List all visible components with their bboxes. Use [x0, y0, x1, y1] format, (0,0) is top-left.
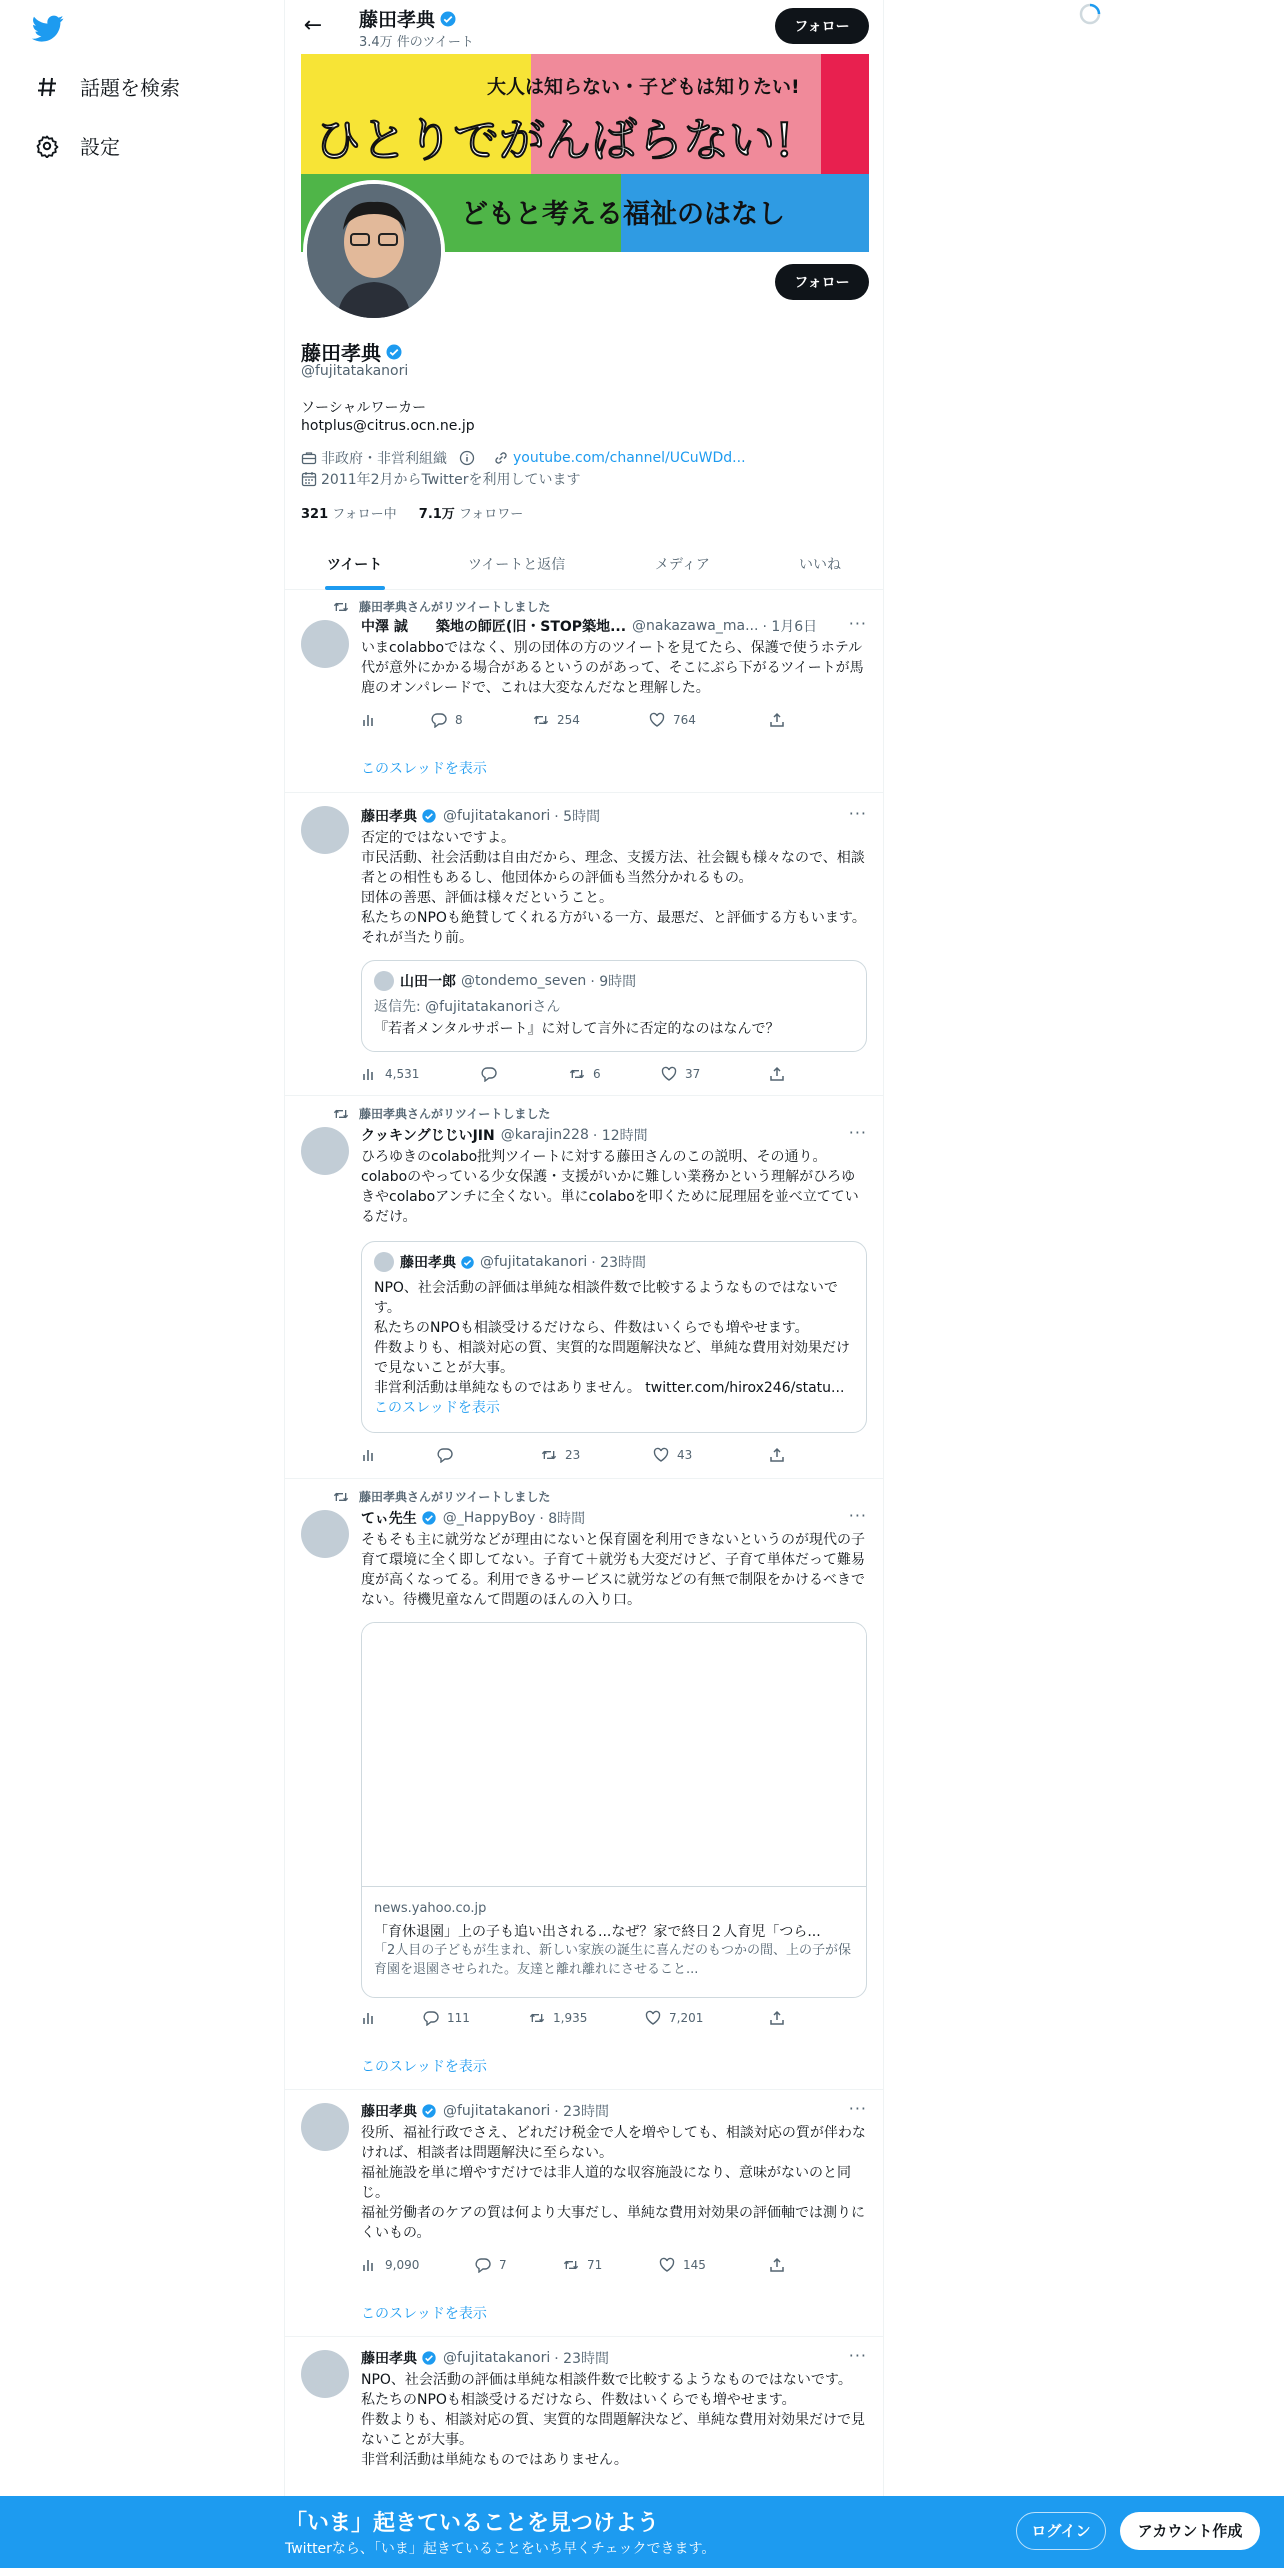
heart-icon [659, 2257, 675, 2273]
more-icon[interactable]: ··· [848, 2346, 867, 2365]
left-nav [0, 0, 284, 2568]
tweet-text: いまcolabboではなく、別の団体の方のツイートを見てたら、保護で使うホテル代が意外にかかる場合があるというのがあって、そこにぶら下がるツイートが馬鹿のオンパレードで、これは大変なんだなと理解した。 [361, 640, 864, 696]
verified-badge-icon [421, 1510, 437, 1526]
reply-icon [423, 2010, 439, 2026]
link-card-title: 「育休退園」上の子も追い出される...なぜ？家で終日２人育児「つら... [374, 1924, 821, 1940]
quoted-author-name: 藤田孝典 [400, 1255, 456, 1271]
profile-stats [301, 503, 523, 522]
loading-spinner-icon [1078, 2, 1102, 26]
quoted-author-handle: @fujitatakanori [480, 1254, 588, 1270]
tweet-author-handle: @fujitatakanori [443, 2103, 551, 2119]
nav-settings[interactable] [34, 131, 120, 160]
reply-icon [475, 2257, 491, 2273]
profile-follow-button[interactable]: フォロー [775, 264, 869, 300]
share-button[interactable] [769, 2257, 793, 2273]
share-icon [769, 2010, 785, 2026]
tweet-text: 役所、福祉行政でさえ、どれだけ税金で人を増やしても、相談対応の質が伴わなければ、相談者は問題解決に至らない。 福祉施設を単に増やすだけでは非人道的な収容施設になり、意味がないのと同じ。 福祉労働者のケアの質は何より大事だし、単純な費用対効果の評価軸では測りにくいもの。 [361, 2125, 866, 2241]
reply-icon [431, 712, 447, 728]
retweet-button[interactable]: 1,935 [529, 2010, 587, 2026]
profile-category: 非政府・非営利組織 [321, 451, 447, 467]
verified-badge-icon [421, 2350, 437, 2366]
like-button[interactable]: 7,201 [645, 2010, 703, 2026]
quoted-tweet-text: NPO、社会活動の評価は単純な相談件数で比較するようなものではないです。 私たちのNPOも相談受けるだけなら、件数はいくらでも増やせます。 件数よりも、相談対応の質、実質的な問題解決など、単純な費用対効果だけで見ないことが大事。 非営利活動は単純なものではありません。 twitter.com/hirox246/statu... [374, 1280, 850, 1396]
show-thread-link[interactable]: このスレッドを表示 [361, 761, 487, 777]
signup-banner [0, 2496, 1284, 2568]
quoted-author-handle: @tondemo_seven [461, 973, 587, 989]
quoted-tweet-header [374, 1252, 646, 1272]
tweet-author-name[interactable]: 中澤 誠 築地の師匠(旧・STOP築地... [361, 619, 627, 635]
link-card-description: 「2人目の子どもが生まれ、新しい家族の誕生に喜んだのもつかの間、上の子が保育園を退園させられた。友達と離れ離れにさせること... [374, 1943, 852, 1977]
link-icon [493, 450, 509, 466]
verified-badge-icon [385, 343, 403, 361]
reply-button[interactable]: 8 [431, 712, 463, 728]
verified-badge-icon [421, 2103, 437, 2119]
tweet-time[interactable]: · 23時間 [554, 2351, 609, 2367]
profile-tabs [285, 540, 884, 590]
avatar[interactable] [301, 620, 349, 668]
retweet-button[interactable]: 71 [563, 2257, 602, 2273]
followers-link[interactable]: 7.1万 フォロワー [418, 507, 524, 522]
banner-line3: どもと考える福祉のはなし [461, 199, 785, 230]
retweet-icon [333, 600, 349, 614]
profile-bio-line1: ソーシャルワーカー [301, 400, 427, 416]
tweet-time[interactable]: · 1月6日 [762, 619, 818, 635]
share-icon [769, 1447, 785, 1463]
tweet[interactable] [285, 1097, 884, 1479]
analytics-icon [361, 2010, 377, 2026]
tweet-actions [361, 1447, 791, 1467]
tweet-author-name[interactable]: てぃ先生 [361, 1511, 417, 1527]
avatar [374, 971, 394, 991]
tweet-author-handle: @fujitatakanori [443, 2350, 551, 2366]
tweet-header [361, 2101, 861, 2121]
following-link[interactable]: 321 フォロー中 [301, 507, 397, 522]
tweet-author-name[interactable]: クッキングじじいJIN [361, 1128, 495, 1144]
link-card-image [362, 1623, 866, 1887]
profile-link[interactable]: youtube.com/channel/UCuWDd... [513, 450, 746, 466]
more-icon[interactable]: ··· [848, 804, 867, 823]
avatar[interactable] [301, 1127, 349, 1175]
avatar[interactable] [301, 2350, 349, 2398]
tweet-text: そもそも主に就労などが理由にないと保育園を利用できないというのが現代の子育て環境に全く即してない。子育て＋就労も大変だけど、子育て単体だって難易度が高くなってる。利用できるサービスに就労などの有無で制限をかけるべきでない。待機児童なんて問題のほんの入り口。 [361, 1532, 865, 1608]
link-card-domain: news.yahoo.co.jp [374, 1901, 487, 1916]
verified-badge-icon [439, 10, 457, 28]
tweet-actions [361, 2010, 791, 2030]
tweet-text: ひろゆきのcolabo批判ツイートに対する藤田さんのこの説明、その通り。colaboのやっている少女保護・支援がいかに難しい業務かという理解がひろゆきやcolaboアンチに全くない。単にcolaboを叩くために屁理屈を並べ立てているだけ。 [361, 1149, 859, 1225]
profile-joined: 2011年2月からTwitterを利用しています [321, 472, 581, 488]
tweet-header [361, 806, 861, 826]
quoted-tweet[interactable] [361, 960, 867, 1052]
header-follow-button[interactable]: フォロー [775, 8, 869, 44]
signup-banner-title: 「いま」起きていることを見つけよう [285, 2511, 660, 2536]
show-thread-link[interactable]: このスレッドを表示 [374, 1400, 500, 1416]
tab-tweets[interactable]: ツイート [327, 557, 383, 573]
profile-handle: @fujitatakanori [301, 363, 409, 379]
reply-button[interactable]: 111 [423, 2010, 470, 2026]
tweet-header [361, 616, 861, 636]
info-icon[interactable] [459, 450, 475, 466]
share-button[interactable] [769, 1447, 793, 1463]
tab-likes[interactable]: いいね [799, 557, 841, 573]
tweet-actions [361, 1066, 791, 1086]
more-icon[interactable]: ··· [848, 2099, 867, 2118]
show-thread-link[interactable]: このスレッドを表示 [361, 2306, 487, 2322]
reply-button[interactable]: 7 [475, 2257, 507, 2273]
quoted-tweet-text: 『若者メンタルサポート』に対して言外に否定的なのはなんで？ [374, 1021, 780, 1037]
link-card[interactable] [361, 1622, 867, 1998]
hashtag-icon [34, 74, 60, 100]
views-button[interactable] [361, 1447, 385, 1463]
nav-explore[interactable] [34, 72, 180, 101]
banner-line2: ひとりでがんばらない! [315, 113, 794, 167]
profile-header-bar [285, 0, 884, 52]
views-button[interactable] [361, 712, 385, 728]
banner-line1: 大人は知らない・子どもは知りたい! [487, 76, 800, 98]
main-column [284, 0, 884, 2568]
tweet[interactable] [285, 794, 884, 1096]
profile-joined-row [301, 469, 580, 489]
heart-icon [653, 1447, 669, 1463]
reply-icon [437, 1447, 453, 1463]
tweet-time[interactable]: · 23時間 [554, 2104, 609, 2120]
analytics-icon [361, 1447, 377, 1463]
verified-badge-icon [460, 1255, 475, 1270]
quoted-reply-to: 返信先: @fujitatakanoriさん [374, 999, 561, 1015]
share-button[interactable] [769, 2010, 793, 2026]
reply-button[interactable] [481, 1066, 505, 1082]
share-icon [769, 712, 785, 728]
retweet-icon [541, 1447, 557, 1463]
retweet-icon [333, 1490, 349, 1504]
header-tweet-count: 3.4万 件のツイート [359, 35, 474, 50]
back-arrow-icon[interactable]: ← [303, 13, 323, 38]
more-icon[interactable]: ··· [848, 614, 867, 633]
tweet-author-handle: @nakazawa_ma... [632, 618, 759, 634]
quoted-tweet-header [374, 971, 636, 991]
profile-name: 藤田孝典 [301, 337, 403, 366]
tweet[interactable] [285, 2091, 884, 2337]
share-button[interactable] [769, 712, 793, 728]
avatar[interactable] [301, 1510, 349, 1558]
tweet-text: NPO、社会活動の評価は単純な相談件数で比較するようなものではないです。 私たちのNPOも相談受けるだけなら、件数はいくらでも増やせます。 件数よりも、相談対応の質、実質的な問題解決など、単純な費用対効果だけで見ないことが大事。 非営利活動は単純なものではありません。 [361, 2372, 865, 2468]
more-icon[interactable]: ··· [848, 1506, 867, 1525]
heart-icon [649, 712, 665, 728]
share-button[interactable] [769, 1066, 793, 1082]
avatar[interactable] [301, 806, 349, 854]
avatar[interactable] [301, 2103, 349, 2151]
like-button[interactable]: 43 [653, 1447, 692, 1463]
tweet-text: 否定的ではないですよ。 市民活動、社会活動は自由だから、理念、支援方法、社会観も様々なので、相談者との相性もあるし、他団体からの評価も当然分かれるもの。 団体の善悪、評価は様々だということ。 私たちのNPOも絶賛してくれる方がいる一方、最悪だ、と評価する方もいます。それが当たり前。 [361, 830, 866, 946]
retweet-indicator: 藤田孝典さんがリツイートしました [333, 1105, 550, 1122]
tweet[interactable] [285, 590, 884, 793]
tweet-actions [361, 2257, 791, 2277]
retweet-icon [563, 2257, 579, 2273]
tab-tweets-replies[interactable]: ツイートと返信 [468, 557, 566, 573]
tweet-author-handle: @_HappyBoy [442, 1510, 536, 1526]
tweet-author-handle: @fujitatakanori [443, 808, 551, 824]
retweet-icon [569, 1066, 585, 1082]
show-thread-link[interactable]: このスレッドを表示 [361, 2059, 487, 2075]
nav-settings-label: 設定 [80, 135, 120, 159]
signup-button[interactable]: アカウント作成 [1120, 2512, 1260, 2550]
quoted-author-name: 山田一郎 [400, 974, 456, 990]
avatar [374, 1252, 394, 1272]
tweet-time[interactable]: · 5時間 [554, 809, 601, 825]
views-button[interactable] [361, 2010, 385, 2026]
header-name: 藤田孝典 [359, 5, 457, 32]
like-button[interactable]: 145 [659, 2257, 706, 2273]
profile-avatar[interactable] [303, 180, 445, 322]
share-icon [769, 2257, 785, 2273]
tweet-author-name[interactable]: 藤田孝典 [361, 2351, 417, 2367]
share-icon [769, 1066, 785, 1082]
profile-meta-row [301, 448, 746, 468]
analytics-icon [361, 1066, 377, 1082]
tweet-header [361, 2348, 861, 2368]
tweet-time[interactable]: · 12時間 [592, 1128, 648, 1144]
like-button[interactable]: 37 [661, 1066, 700, 1082]
quoted-time: · 9時間 [590, 974, 637, 990]
login-button[interactable]: ログイン [1016, 2512, 1106, 2550]
like-button[interactable]: 764 [649, 712, 696, 728]
tweet[interactable] [285, 1480, 884, 2090]
retweet-icon [529, 2010, 545, 2026]
tweet-header [361, 1125, 861, 1145]
tweet-author-name[interactable]: 藤田孝典 [361, 809, 417, 825]
views-button[interactable]: 4,531 [361, 1066, 419, 1082]
calendar-icon [301, 471, 317, 487]
tweet-author-name[interactable]: 藤田孝典 [361, 2104, 417, 2120]
retweet-icon [333, 1107, 349, 1121]
nav-explore-label: 話題を検索 [80, 76, 180, 100]
analytics-icon [361, 2257, 377, 2273]
retweet-button[interactable]: 23 [541, 1447, 580, 1463]
analytics-icon [361, 712, 377, 728]
tweet-actions [361, 712, 791, 732]
tweet-time[interactable]: · 8時間 [539, 1511, 586, 1527]
reply-icon [481, 1066, 497, 1082]
briefcase-icon [301, 450, 317, 466]
tweet-author-handle: @karajin228 [500, 1127, 589, 1143]
retweet-indicator: 藤田孝典さんがリツイートしました [333, 598, 550, 615]
verified-badge-icon [421, 808, 437, 824]
gear-icon [34, 133, 60, 159]
retweet-button[interactable]: 254 [533, 712, 580, 728]
heart-icon [661, 1066, 677, 1082]
signup-banner-subtitle: Twitterなら、「いま」起きていることをいち早くチェックできます。 [285, 2541, 716, 2557]
retweet-indicator: 藤田孝典さんがリツイートしました [333, 1488, 550, 1505]
heart-icon [645, 2010, 661, 2026]
profile-bio-email: hotplus@citrus.ocn.ne.jp [301, 418, 475, 434]
quoted-tweet[interactable] [361, 1241, 867, 1433]
tweet-header [361, 1508, 861, 1528]
retweet-icon [533, 712, 549, 728]
more-icon[interactable]: ··· [848, 1123, 867, 1142]
views-button[interactable]: 9,090 [361, 2257, 419, 2273]
tab-media[interactable]: メディア [655, 557, 710, 573]
reply-button[interactable] [437, 1447, 461, 1463]
quoted-time: · 23時間 [591, 1255, 646, 1271]
retweet-button[interactable]: 6 [569, 1066, 601, 1082]
twitter-logo-icon[interactable] [30, 12, 66, 44]
